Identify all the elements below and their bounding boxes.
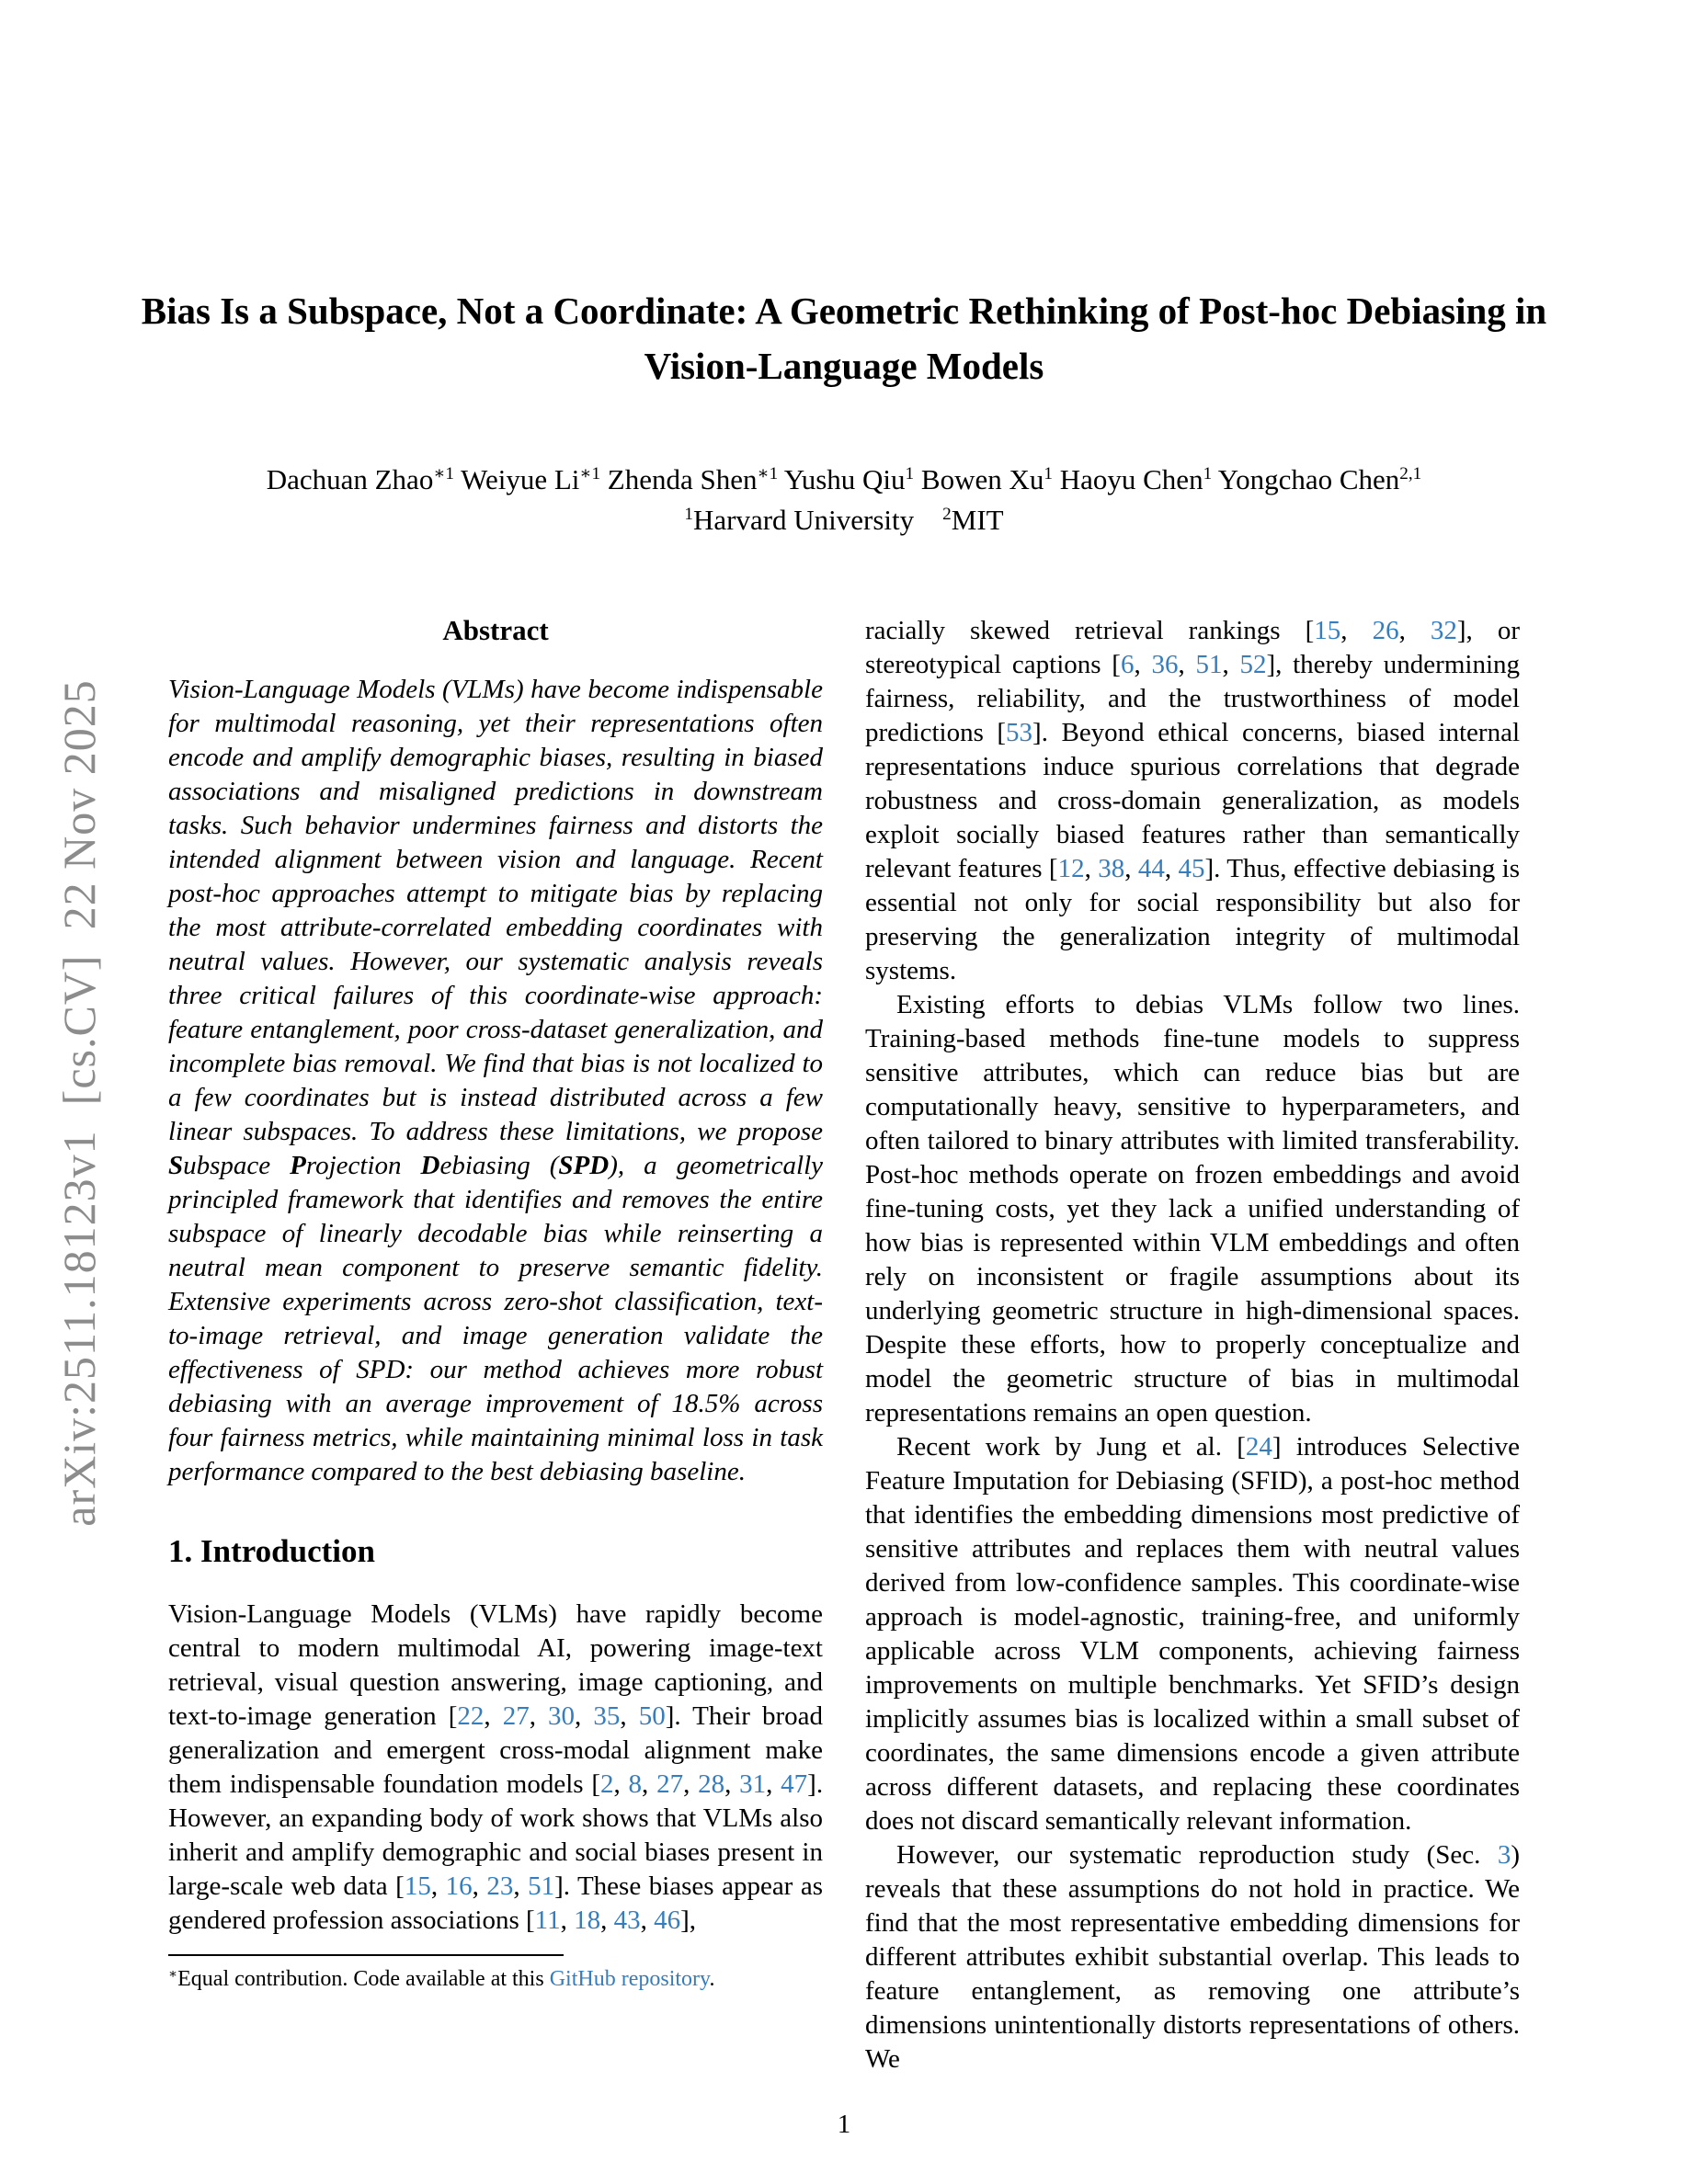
citation-ref[interactable]: 46 bbox=[654, 1905, 681, 1935]
two-column-body bbox=[0, 614, 1688, 2076]
affiliation-line: $^1$Harvard University $^2$MIT bbox=[684, 504, 1004, 536]
footnote-text: ∗Equal contribution. Code available at this GitHub repository. bbox=[168, 1966, 715, 1991]
body-paragraph: However, our systematic reproduction study (Sec. 3) reveals that these assumptions do not hold in practice. We find that the most representative embedding dimensions for different attributes exhibit substantial overlap. This leads to feature entanglement, as removing one attribute’s dimensions unintentionally distorts representations of others. We bbox=[865, 1840, 1520, 2074]
citation-ref[interactable]: 50 bbox=[638, 1701, 666, 1731]
citation-ref[interactable]: 32 bbox=[1430, 616, 1457, 645]
paper-header bbox=[0, 0, 1688, 540]
body-paragraph: Recent work by Jung et al. [24] introduces Selective Feature Imputation for Debiasing (SFID), a post-hoc method that identifies the embedding dimensions most predictive of sensitive attributes and replaces them with neutral values derived from low-confidence samples. This coordinate-wise approach is model-agnostic, training-free, and uniformly applicable across VLM components, achieving fairness improvements on multiple benchmarks. Yet SFID’s design implicitly assumes bias is localized within a small subset of coordinates, the same dimensions encode a given attribute across different datasets, and replacing these coordinates does not discard semantically relevant information. bbox=[865, 1432, 1520, 1836]
citation-ref[interactable]: 23 bbox=[486, 1871, 514, 1901]
citation-ref[interactable]: 51 bbox=[1195, 650, 1223, 679]
arxiv-watermark: arXiv:2511.18123v1 [cs.CV] 22 Nov 2025 bbox=[53, 679, 105, 1527]
citation-ref[interactable]: 26 bbox=[1372, 616, 1399, 645]
intro-paragraph: Vision-Language Models (VLMs) have rapidly become central to modern multimodal AI, powering image-text retrieval, visual question answering, image captioning, and text-to-image generation [22, 27, 30, 35, 50]. Their broad generalization and emergent cross-modal alignment make them indispensable foundation models [2, 8, 27, 28, 31, 47]. However, an expanding body of work shows that VLMs also inherit and amplify demographic and social biases present in large-scale web data [15, 16, 23, 51]. These biases appear as gendered profession associations [11, 18, 43, 46], bbox=[168, 1599, 824, 1935]
introduction-heading: 1. Introduction bbox=[168, 1533, 375, 1569]
citation-ref[interactable]: 2 bbox=[600, 1769, 614, 1799]
citation-ref[interactable]: 27 bbox=[656, 1769, 684, 1799]
citation-ref[interactable]: 44 bbox=[1137, 854, 1165, 883]
footnote bbox=[168, 1954, 823, 1993]
citation-ref[interactable]: 18 bbox=[574, 1905, 601, 1935]
footnote-rule bbox=[168, 1954, 564, 1956]
citation-ref[interactable]: 28 bbox=[698, 1769, 725, 1799]
citation-ref[interactable]: 45 bbox=[1178, 854, 1205, 883]
citation-ref[interactable]: 43 bbox=[613, 1905, 641, 1935]
citation-ref[interactable]: 6 bbox=[1120, 650, 1135, 679]
right-column bbox=[865, 614, 1520, 2076]
citation-ref[interactable]: 27 bbox=[502, 1701, 530, 1731]
citation-ref[interactable]: 22 bbox=[457, 1701, 485, 1731]
citation-ref[interactable]: 12 bbox=[1057, 854, 1085, 883]
author-list: Dachuan Zhao$^{∗1}$ Weiyue $Li^{∗1}$ Zhenda Shen$^{∗1}$ Yushu Qiu$^1$ Bowen Xu$^1$ Haoyu Chen$^1$ Yongchao Chen$^{2,1}$ bbox=[266, 463, 1422, 495]
citation-ref[interactable]: 38 bbox=[1098, 854, 1125, 883]
body-paragraph: Existing efforts to debias VLMs follow two lines. Training-based methods fine-tune models to suppress sensitive attributes, which can reduce bias but are computationally heavy, sensitive to hyperparameters, and often tailored to binary attributes with limited transferability. Post-hoc methods operate on frozen embeddings and avoid fine-tuning costs, yet they lack a unified understanding of how bias is represented within VLM embeddings and often rely on inconsistent or fragile assumptions about its underlying geometric structure in high-dimensional spaces. Despite these efforts, how to properly conceptualize and model the geometric structure of bias in multimodal representations remains an open question. bbox=[865, 990, 1520, 1428]
citation-ref[interactable]: 51 bbox=[528, 1871, 555, 1901]
page-number: 1 bbox=[837, 2110, 851, 2139]
body-paragraph: racially skewed retrieval rankings [15, 26, 32], or stereotypical captions [6, 36, 51, 52], thereby undermining fairness, reliability, and the trustworthiness of model predictions [53]. Beyond ethical concerns, biased internal representations induce spurious correlations that degrade robustness and cross-domain generalization, as models exploit socially biased features rather than semantically relevant features [12, 38, 44, 45]. Thus, effective debiasing is essential not only for social responsibility but also for preserving the generalization integrity of multimodal systems. bbox=[865, 616, 1521, 985]
citation-ref[interactable]: 15 bbox=[404, 1871, 431, 1901]
citation-ref[interactable]: 30 bbox=[548, 1701, 576, 1731]
citation-ref[interactable]: 31 bbox=[739, 1769, 767, 1799]
paper-title: Bias Is a Subspace, Not a Coordinate: A Geometric Rethinking of Post-hoc Debiasing in Vision-Language Models bbox=[141, 290, 1547, 387]
section-ref[interactable]: 3 bbox=[1497, 1840, 1511, 1870]
citation-ref[interactable]: 35 bbox=[593, 1701, 621, 1731]
abstract-heading: Abstract bbox=[442, 614, 549, 646]
citation-ref[interactable]: 8 bbox=[628, 1769, 643, 1799]
abstract-body: Vision-Language Models (VLMs) have become indispensable for multimodal reasoning, yet their representations often encode and amplify demographic biases, resulting in biased associations and misaligned predictions in downstream tasks. Such behavior undermines fairness and distorts the intended alignment between vision and language. Recent post-hoc approaches attempt to mitigate bias by replacing the most attribute-correlated embedding coordinates with neutral values. However, our systematic analysis reveals three critical failures of this coordinate-wise approach: feature entanglement, poor cross-dataset generalization, and incomplete bias removal. We find that bias is not localized to a few coordinates but is instead distributed across a few linear subspaces. To address these limitations, we propose Subspace Projection Debiasing (SPD), a geometrically principled framework that identifies and removes the entire subspace of linearly decodable bias while reinserting a neutral mean component to preserve semantic fidelity. Extensive experiments across zero-shot classification, text-to-image retrieval, and image generation validate the effectiveness of SPD: our method achieves more robust debiasing with an average improvement of 18.5% across four fairness metrics, while maintaining minimal loss in task performance compared to the best debiasing baseline. bbox=[168, 675, 824, 1486]
citation-ref[interactable]: 16 bbox=[445, 1871, 473, 1901]
citation-ref[interactable]: 11 bbox=[534, 1905, 561, 1935]
left-column bbox=[168, 614, 823, 2076]
citation-ref[interactable]: 24 bbox=[1245, 1432, 1272, 1462]
citation-ref[interactable]: 52 bbox=[1239, 650, 1267, 679]
citation-ref[interactable]: 15 bbox=[1314, 616, 1341, 645]
citation-ref[interactable]: 53 bbox=[1006, 718, 1033, 747]
hyperlink[interactable]: GitHub repository bbox=[549, 1967, 710, 1991]
citation-ref[interactable]: 36 bbox=[1151, 650, 1179, 679]
citation-ref[interactable]: 47 bbox=[781, 1769, 808, 1799]
